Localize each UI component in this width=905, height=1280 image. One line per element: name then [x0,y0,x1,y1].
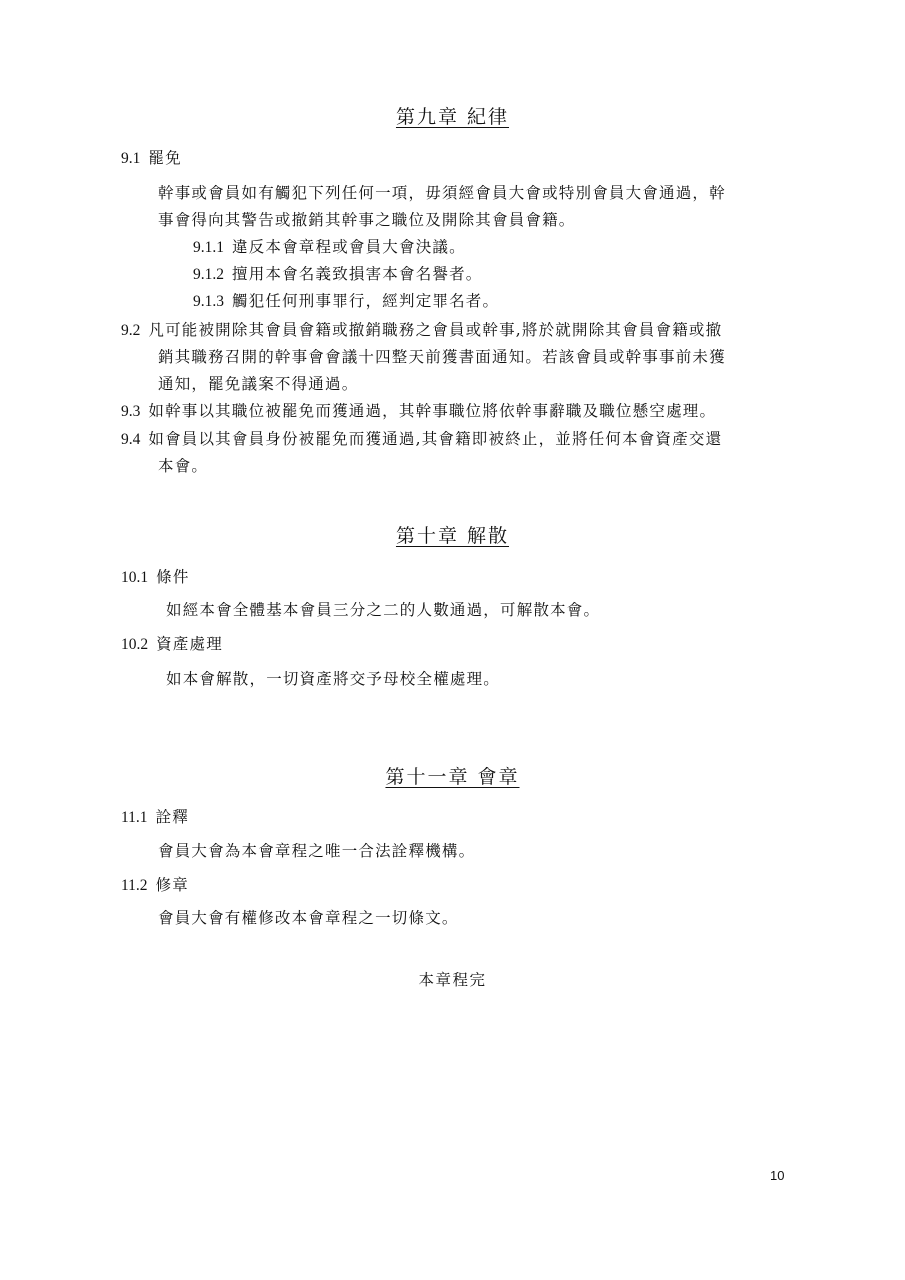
section-11-2-heading [121,873,189,895]
item-number: 9.1.2 [193,266,224,283]
page-number: 10 [770,1168,785,1183]
paragraph-line: 銷其職務召開的幹事會會議十四整天前獲書面通知。若該會員或幹事事前未獲 [158,348,726,366]
section-number: 9.1 [121,150,141,167]
section-number: 9.3 [121,403,141,420]
section-text: 凡可能被開除其會員會籍或撤銷職務之會員或幹事,將於就開除其會員會籍或撤 [148,321,723,339]
section-9-3 [121,399,716,421]
section-10-2-heading [121,632,223,654]
chapter-11-heading [0,762,905,789]
section-9-4-line-1 [121,427,722,449]
section-number: 11.2 [121,877,148,894]
section-title: 詮釋 [155,808,189,826]
item-text: 觸犯任何刑事罪行，經判定罪名者。 [232,292,500,310]
section-9-2-line-1 [121,318,722,340]
section-title: 罷免 [148,149,182,167]
chapter-10-heading [0,521,905,548]
section-title: 條件 [156,568,190,586]
section-number: 10.2 [121,636,149,653]
section-text: 如幹事以其職位被罷免而獲通過，其幹事職位將依幹事辭職及職位懸空處理。 [148,402,717,420]
chapter-10-title: 第十章 解散 [395,525,510,547]
section-number: 9.2 [121,322,141,339]
item-text: 違反本會章程或會員大會決議。 [232,238,466,256]
item-number: 9.1.1 [193,239,224,256]
section-number: 11.1 [121,809,148,826]
paragraph-line: 本會。 [158,457,209,475]
paragraph-line: 通知，罷免議案不得通過。 [158,375,359,393]
paragraph-line: 事會得向其警告或撤銷其幹事之職位及開除其會員會籍。 [158,211,576,229]
list-item-9-1-2 [193,262,483,284]
list-item-9-1-3 [193,289,499,311]
section-text: 如會員以其會員身份被罷免而獲通過,其會籍即被終止，並將任何本會資產交還 [148,430,723,448]
section-number: 10.1 [121,569,149,586]
paragraph-line: 如經本會全體基本會員三分之二的人數通過，可解散本會。 [166,601,601,619]
section-10-1-heading [121,565,190,587]
section-title: 資產處理 [156,635,223,653]
end-of-constitution: 本章程完 [418,971,487,989]
paragraph-line: 會員大會有權修改本會章程之一切條文。 [158,909,459,927]
item-number: 9.1.3 [193,293,224,310]
list-item-9-1-1 [193,235,466,257]
paragraph-line: 幹事或會員如有觸犯下列任何一項，毋須經會員大會或特別會員大會通過，幹 [158,184,726,202]
chapter-11-title: 第十一章 會章 [385,766,520,788]
section-9-1-heading [121,146,182,168]
section-number: 9.4 [121,431,141,448]
section-11-1-heading [121,805,189,827]
paragraph-line: 如本會解散，一切資產將交予母校全權處理。 [166,670,501,688]
section-title: 修章 [155,876,189,894]
paragraph-line: 會員大會為本會章程之唯一合法詮釋機構。 [158,842,476,860]
chapter-9-title: 第九章 紀律 [395,106,510,128]
chapter-9-heading [0,102,905,129]
item-text: 擅用本會名義致損害本會名譽者。 [232,265,483,283]
